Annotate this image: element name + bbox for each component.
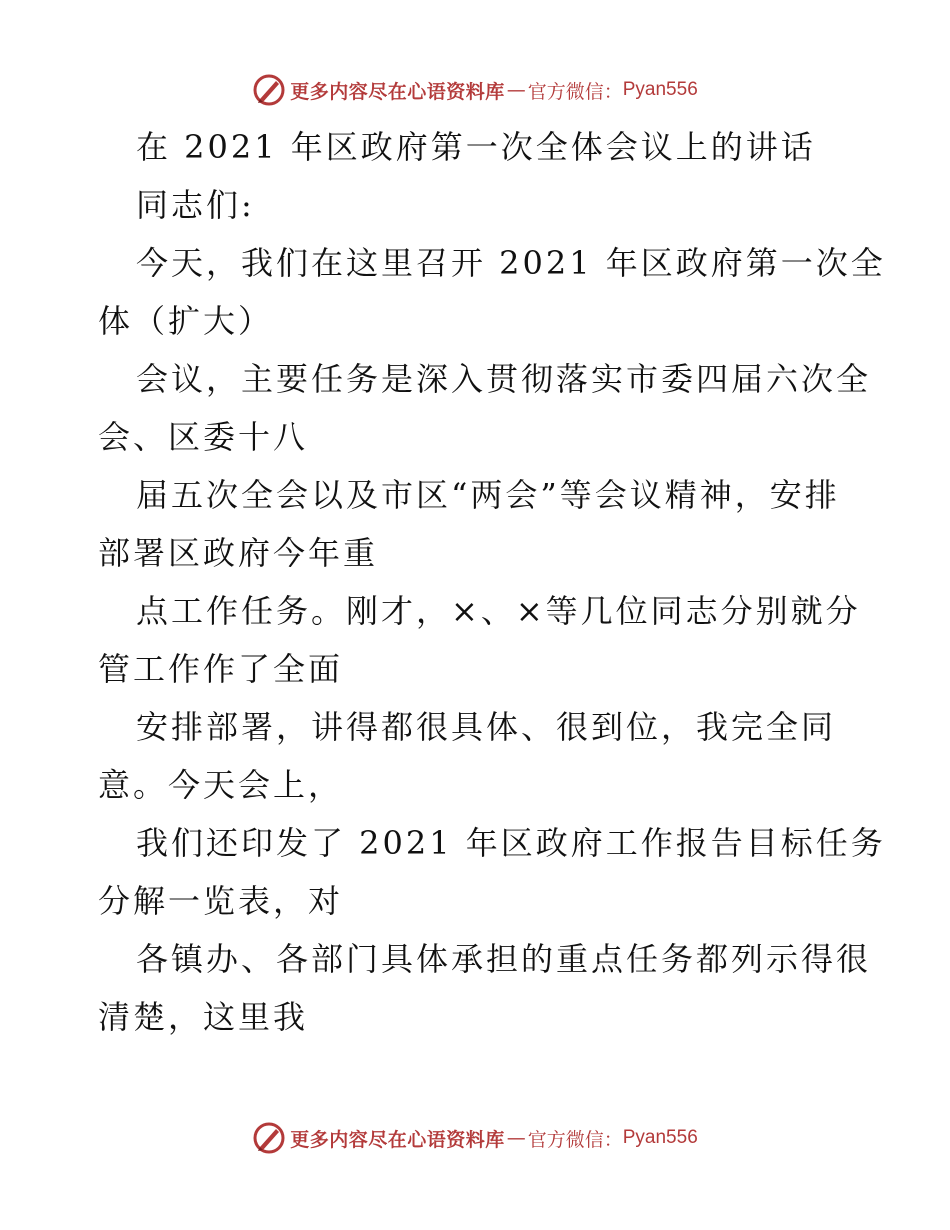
text-line: 会议，主要任务是深入贯彻落实市委四届六次全 (136, 360, 872, 398)
header-separator: — (506, 79, 526, 101)
header-banner (0, 70, 950, 110)
footer-wechat-id: Pyan556 (622, 1127, 698, 1148)
footer-separator: — (506, 1127, 526, 1149)
footer-wechat-label: 官方微信： (527, 1128, 623, 1151)
text-line: 我们还印发了 2021 年区政府工作报告目标任务 (136, 824, 886, 862)
text-line: 部署区政府今年重 (98, 534, 379, 572)
document-title: 在 2021 年区政府第一次全体会议上的讲话 (136, 128, 816, 166)
header-wechat-label: 官方微信： (527, 80, 623, 103)
salutation: 同志们: (136, 186, 255, 224)
text-line: 体（扩大） (98, 302, 274, 340)
pen-logo-icon (252, 1121, 286, 1155)
text-line: 管工作作了全面 (98, 650, 344, 688)
text-line: 分解一览表，对 (98, 882, 344, 920)
text-line: 各镇办、各部门具体承担的重点任务都列示得很 (136, 940, 872, 978)
text-line: 会、区委十八 (98, 418, 309, 456)
text-line: 安排部署，讲得都很具体、很到位，我完全同 (136, 708, 837, 746)
pen-logo-icon (252, 73, 286, 107)
text-line: 点工作任务。刚才，×、×等几位同志分别就分 (136, 592, 861, 630)
footer-banner (0, 1118, 950, 1158)
text-line: 清楚，这里我 (98, 998, 309, 1036)
header-wechat-id: Pyan556 (622, 79, 698, 100)
footer-promo-text: 更多内容尽在心语资料库 (290, 1128, 505, 1151)
text-line: 意。今天会上， (98, 766, 344, 804)
header-promo-text: 更多内容尽在心语资料库 (290, 80, 505, 103)
document-body (98, 118, 886, 1046)
text-line: 届五次全会以及市区“两会”等会议精神，安排 (136, 476, 840, 514)
text-line: 今天，我们在这里召开 2021 年区政府第一次全 (136, 244, 886, 282)
